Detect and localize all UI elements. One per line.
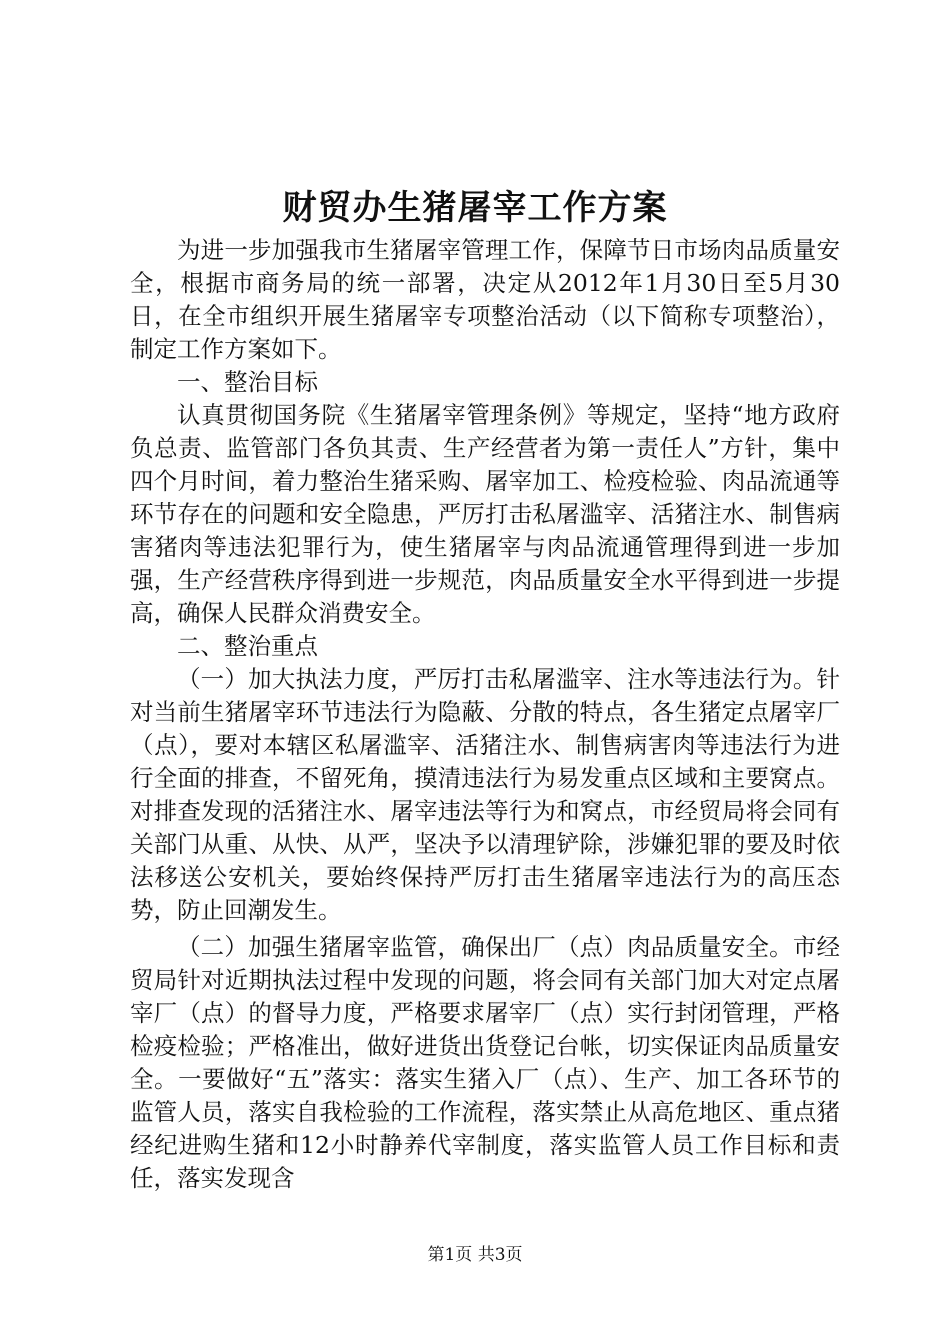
document-body (130, 234, 840, 1195)
section-heading-2: 二、整治重点 (177, 632, 318, 660)
section-2-item-1: （一）加大执法力度，严厉打击私屠滥宰、注水等违法行为。针对当前生猪屠宰环节违法行为隐蔽、分散的特点，各生猪定点屠宰厂（点），要对本辖区私屠滥宰、活猪注水、制售病害肉等违法行为进行全面的排查，不留死角，摸清违法行为易发重点区域和主要窝点。对排查发现的活猪注水、屠宰违法等行为和窝点，市经贸局将会同有关部门从重、从快、从严，坚决予以清理铲除，涉嫌犯罪的要及时依法移送公安机关，要始终保持严厉打击生猪屠宰违法行为的高压态势，防止回潮发生。 (130, 665, 840, 924)
section-2-item-2: （二）加强生猪屠宰监管，确保出厂（点）肉品质量安全。市经贸局针对近期执法过程中发现的问题，将会同有关部门加大对定点屠宰厂（点）的督导力度，严格要求屠宰厂（点）实行封闭管理，严格检疫检验；严格准出，做好进货出货登记台帐，切实保证肉品质量安全。一要做好“五”落实：落实生猪入厂（点）、生产、加工各环节的监管人员，落实自我检验的工作流程，落实禁止从高危地区、重点猪经纪进购生猪和12小时静养代宰制度，落实监管人员工作目标和责任，落实发现含 (130, 933, 840, 1192)
intro-paragraph: 为进一步加强我市生猪屠宰管理工作，保障节日市场肉品质量安全，根据市商务局的统一部署，决定从2012年1月30日至5月30日，在全市组织开展生猪屠宰专项整治活动（以下简称专项整治），制定工作方案如下。 (130, 236, 840, 363)
page-footer: 第1页 共3页 (427, 1245, 523, 1265)
section-heading-1: 一、整治目标 (177, 368, 318, 396)
section-1-paragraph: 认真贯彻国务院《生猪屠宰管理条例》等规定，坚持“地方政府负总责、监管部门各负其责、生产经营者为第一责任人”方针，集中四个月时间，着力整治生猪采购、屠宰加工、检疫检验、肉品流通等环节存在的问题和安全隐患，严厉打击私屠滥宰、活猪注水、制售病害猪肉等违法犯罪行为，使生猪屠宰与肉品流通管理得到进一步加强，生产经营秩序得到进一步规范，肉品质量安全水平得到进一步提高，确保人民群众消费安全。 (130, 401, 840, 627)
document-title: 财贸办生猪屠宰工作方案 (282, 188, 668, 228)
